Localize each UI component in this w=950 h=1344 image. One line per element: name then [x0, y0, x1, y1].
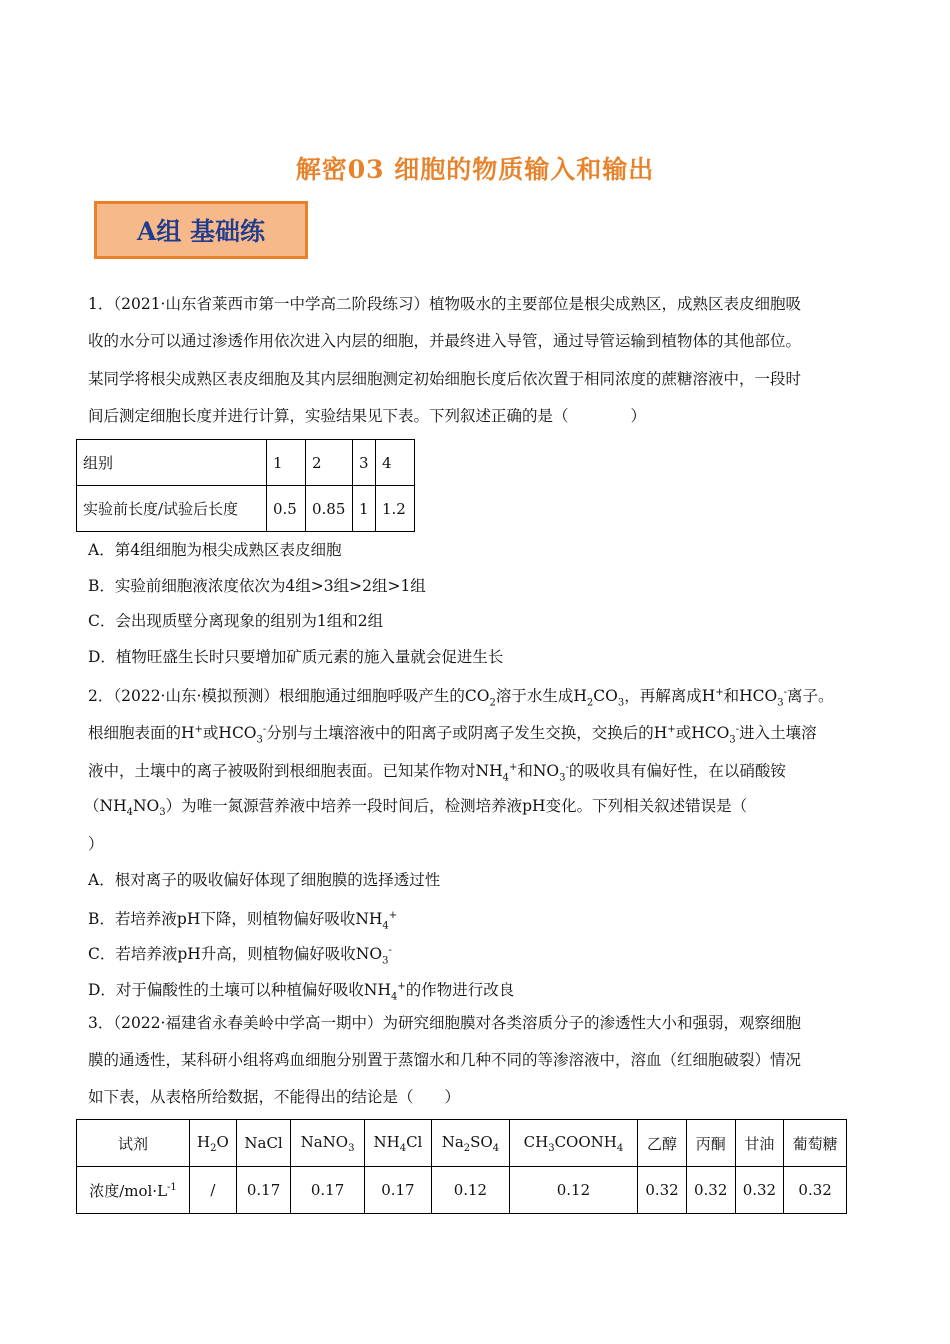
table-cell: 0.32 [735, 1167, 784, 1214]
table-cell: 葡萄糖 [784, 1120, 847, 1167]
superscript: + [508, 762, 518, 773]
subscript: 4 [382, 920, 389, 932]
subscript: 3 [256, 734, 263, 746]
text-run: NO [132, 797, 160, 815]
q1-table [76, 439, 415, 532]
subscript: 4 [126, 807, 133, 819]
table-cell: 0.32 [638, 1167, 687, 1214]
table-cell: 0.5 [267, 486, 306, 532]
table-cell: 4 [376, 440, 415, 486]
text-run: （NH [84, 797, 127, 815]
section-label [94, 201, 308, 259]
table-cell: 1 [353, 486, 376, 532]
text-run: NH [373, 1132, 400, 1151]
text-run: C．若培养液pH升高，则植物偏好吸收NO [88, 945, 383, 964]
superscript: - [388, 945, 392, 956]
table-cell: 0.12 [509, 1167, 637, 1214]
text-run: 2．（2022·山东·模拟预测）根细胞通过细胞呼吸产生的CO [88, 687, 490, 706]
table-cell: 0.32 [784, 1167, 847, 1214]
text-run: Cl [406, 1132, 423, 1151]
superscript: -1 [167, 1181, 177, 1193]
table-row [77, 486, 415, 532]
text-run: COONH [554, 1132, 617, 1151]
table-cell: 组别 [77, 440, 267, 486]
q1-option-d: D．植物旺盛生长时只要增加矿质元素的施入量就会促进生长 [88, 648, 504, 666]
text-run: NaNO [300, 1132, 349, 1151]
table-row [77, 440, 415, 486]
q2-line-2 [88, 720, 817, 750]
text-run: 或HCO [202, 724, 257, 743]
text-run: ，再解离成H [624, 687, 716, 706]
text-run: 分别与土壤溶液中的阳离子或阴离子发生交换，交换后的H [266, 724, 668, 743]
subscript: 3 [559, 772, 566, 784]
text-run: 离子。 [787, 687, 834, 706]
q1-line-4: 间后测定细胞长度并进行计算，实验结果见下表。下列叙述正确的是（ ） [88, 407, 647, 425]
table-cell: 0.17 [364, 1167, 431, 1214]
subscript: 3 [382, 955, 389, 967]
subscript: 2 [489, 697, 496, 709]
subscript: 4 [616, 1142, 624, 1154]
subscript: 4 [502, 772, 509, 784]
q3-table [76, 1119, 847, 1214]
section-label-text: A组 基础练 [136, 217, 266, 246]
subscript: 4 [492, 1142, 500, 1154]
text-run: 的作物进行改良 [405, 981, 515, 1000]
text-run: O [216, 1132, 229, 1151]
subscript: 4 [391, 991, 398, 1003]
q1-line-3: 某同学将根尖成熟区表皮细胞及其内层细胞测定初始细胞长度后依次置于相同浓度的蔗糖溶液中，一段时 [88, 370, 802, 388]
table-cell: 2 [306, 440, 353, 486]
q3-line-2: 膜的通透性，某科研小组将鸡血细胞分别置于蒸馏水和几种不同的等渗溶液中，溶血（红细胞破裂）情况 [88, 1051, 802, 1069]
subscript: 3 [348, 1142, 355, 1154]
table-cell: 实验前长度/试验后长度 [77, 486, 267, 532]
table-cell: 1.2 [376, 486, 415, 532]
q1-line-1: 1．（2021·山东省莱西市第一中学高二阶段练习）植物吸水的主要部位是根尖成熟区，成熟区表皮细胞吸 [88, 295, 801, 313]
subscript: 3 [548, 1142, 555, 1154]
q2-line-4 [84, 796, 747, 823]
text-run: 根细胞表面的H [88, 724, 195, 743]
table-cell [190, 1120, 237, 1167]
text-run: D．对于偏酸性的土壤可以种植偏好吸收NH [88, 981, 392, 1000]
table-cell: 丙酮 [686, 1120, 735, 1167]
table-cell: 3 [353, 440, 376, 486]
q1-option-a: A．第4组细胞为根尖成熟区表皮细胞 [88, 541, 342, 559]
superscript: - [735, 724, 740, 735]
subscript: 2 [586, 697, 594, 709]
subscript: 2 [463, 1142, 471, 1154]
table-cell: / [190, 1167, 237, 1214]
table-row [77, 1120, 847, 1167]
table-cell [77, 1167, 190, 1214]
text-run: 进入土壤溶 [739, 724, 817, 743]
text-run: CH [523, 1132, 549, 1151]
table-cell [509, 1120, 637, 1167]
table-cell [432, 1120, 510, 1167]
subscript: 3 [617, 697, 625, 709]
q2-line-5: ） [88, 835, 104, 853]
superscript: + [388, 910, 398, 921]
subscript: 3 [159, 807, 166, 819]
superscript: + [715, 687, 724, 698]
text-run: 和NO [517, 762, 560, 781]
text-run: 和HCO [723, 687, 778, 706]
table-cell: NaCl [236, 1120, 291, 1167]
table-cell: 0.17 [291, 1167, 364, 1214]
text-run: ）为唯一氮源营养液中培养一段时间后，检测培养液pH变化。下列相关叙述错误是（ [165, 797, 748, 815]
subscript: 3 [729, 734, 736, 746]
q2-option-c [88, 941, 392, 971]
q2-option-b [88, 906, 397, 936]
superscript: + [667, 724, 676, 735]
q1-line-2: 收的水分可以通过渗透作用依次进入内层的细胞，并最终进入导管，通过导管运输到植物体的其他部位。 [88, 332, 802, 350]
table-cell: 0.32 [686, 1167, 735, 1214]
subscript: 3 [777, 697, 784, 709]
text-run: SO [470, 1132, 493, 1151]
q2-line-3 [88, 758, 786, 788]
text-run: B．若培养液pH下降，则植物偏好吸收NH [88, 910, 383, 929]
table-cell: 甘油 [735, 1120, 784, 1167]
superscript: - [565, 762, 569, 773]
table-row [77, 1167, 847, 1214]
q2-option-d [88, 977, 514, 1007]
superscript: - [783, 687, 787, 698]
superscript: + [397, 981, 406, 992]
q2-line-1 [88, 683, 834, 713]
subscript: 4 [399, 1142, 407, 1154]
table-cell: 试剂 [77, 1120, 190, 1167]
page-title: 解密03 细胞的物质输入和输出 [295, 155, 655, 184]
table-cell: 0.17 [236, 1167, 291, 1214]
q3-line-3: 如下表，从表格所给数据，不能得出的结论是（ ） [88, 1088, 461, 1106]
table-cell [364, 1120, 431, 1167]
text-run: 液中，土壤中的离子被吸附到根细胞表面。已知某作物对NH [88, 762, 503, 781]
q2-option-a: A．根对离子的吸收偏好体现了细胞膜的选择透过性 [88, 871, 441, 889]
superscript: - [262, 724, 267, 735]
q1-option-b: B．实验前细胞液浓度依次为4组>3组>2组>1组 [88, 577, 426, 595]
text-run: CO [593, 687, 618, 706]
text-run: H [196, 1132, 211, 1151]
text-run: 的吸收具有偏好性，在以硝酸铵 [568, 762, 786, 781]
table-cell: 乙醇 [638, 1120, 687, 1167]
text-run: 浓度/mol·L [89, 1181, 168, 1200]
text-run: Na [441, 1132, 464, 1151]
text-run: 溶于水生成H [495, 687, 587, 706]
table-cell: 1 [267, 440, 306, 486]
subscript: 2 [210, 1142, 217, 1154]
q3-line-1: 3．（2022·福建省永春美岭中学高一期中）为研究细胞膜对各类溶质分子的渗透性大小和强弱，观察细胞 [88, 1014, 801, 1032]
table-cell: 0.12 [432, 1167, 510, 1214]
text-run: 或HCO [675, 724, 730, 743]
table-cell: 0.85 [306, 486, 353, 532]
q1-option-c: C．会出现质壁分离现象的组别为1组和2组 [88, 612, 384, 630]
superscript: + [194, 724, 203, 735]
table-cell [291, 1120, 364, 1167]
